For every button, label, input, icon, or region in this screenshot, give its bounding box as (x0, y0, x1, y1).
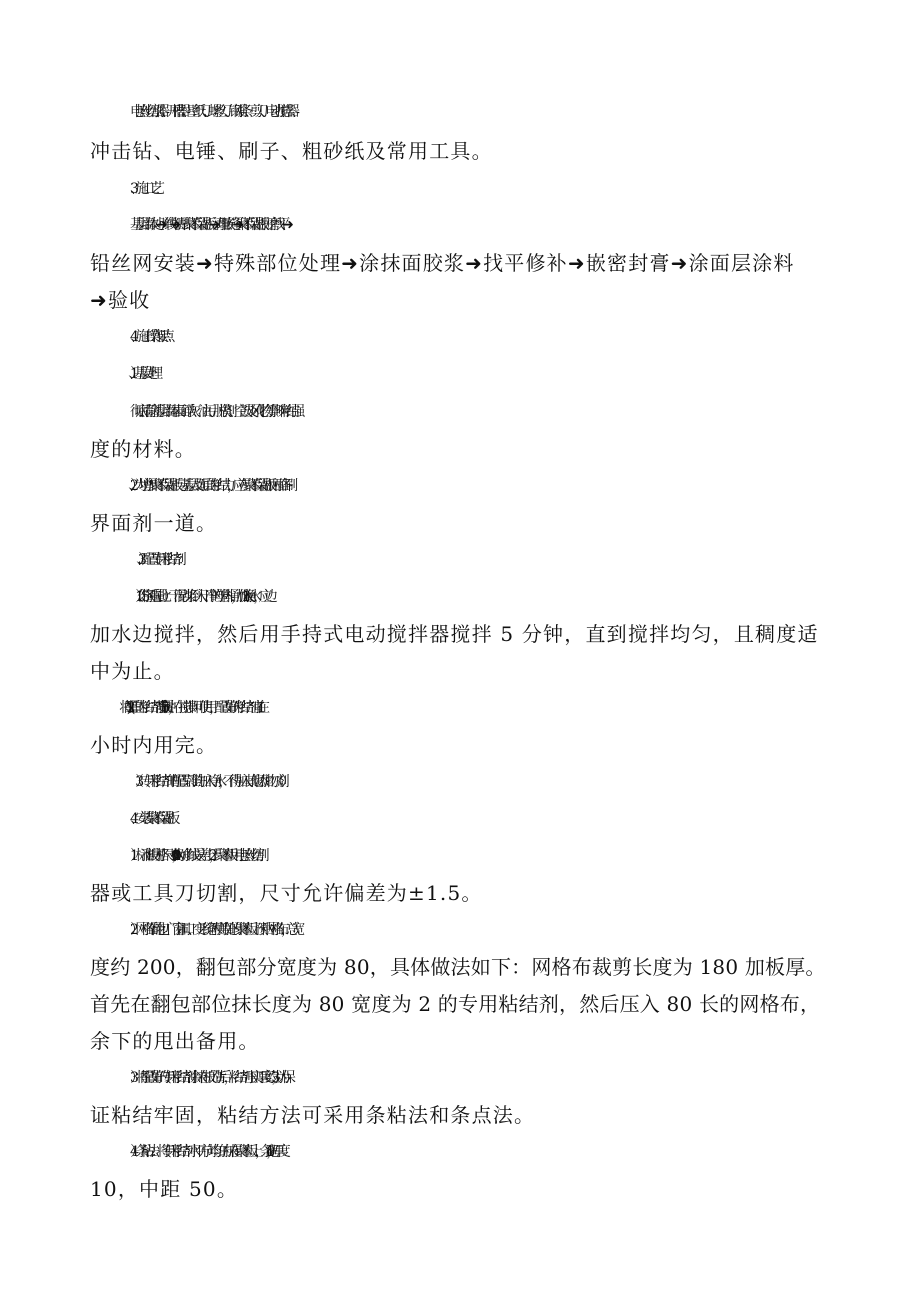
text-line: ➜验收 (90, 288, 151, 312)
text-line: 中为止。 (90, 659, 175, 683)
text-line: 器或工具刀切割，尺寸允许偏差为±1.5。 (90, 881, 483, 905)
text-line: （1）将 5 份（重量比）干混砂浆倒入干净的塑料桶，加入 1 份净水，应边 (130, 589, 269, 605)
text-line: 基层墙体处➜弹线➜粘贴聚苯保温板➜清理嵌缝➜聚苯保温板打磨找平➜ (130, 217, 286, 233)
text-line: 首先在翻包部位抹长度为 80 宽度为 2 的专用粘结剂，然后压入 80 长的网格布， (90, 992, 821, 1016)
text-line: 加水边搅拌，然后用手持式电动搅拌器搅拌 5 分钟，直到搅拌均匀，且稠度适 (90, 622, 819, 646)
text-line: 度约 200，翻包部分宽度为 80，具体做法如下：网格布裁剪长度为 180 加板厚。 (90, 955, 826, 979)
text-line: 4）条粘法：将专用粘结剂水平方向均匀的抹在聚苯板上，条宽 10，厚度 (130, 1144, 282, 1160)
text-line: 小时内用完。 (90, 733, 218, 757)
text-line: 彻底清除基层墙体表面浮灰、油污、脱模剂、空鼓及风化物等影响粘结强 (130, 404, 297, 420)
section-heading: 3、施工工艺 (130, 181, 157, 197)
subsection-heading: 1）、基层处理 (130, 366, 155, 382)
text-line: 10，中距 50。 (90, 1177, 239, 1201)
text-line: 铅丝网安装➜特殊部位处理➜涂抹面胶浆➜找平修补➜嵌密封膏➜涂面层涂料 (90, 251, 795, 275)
section-heading: 4、安装聚苯保温板 (130, 811, 172, 827)
text-line: (2) 将配置的粘结剂静置 5 分钟，在搅拌即可使用，配置好的粘结剂宜在 1 (130, 700, 258, 716)
text-line: 2）、为增加聚苯保温板与基层及面层的粘结力，应在聚苯保温板两面各刷 (130, 478, 290, 494)
text-line: 证粘结牢固，粘结方法可采用条粘法和条点法。 (90, 1103, 536, 1127)
text-line: 余下的甩出备用。 (90, 1029, 260, 1053)
text-line: 界面剂一道。 (90, 511, 218, 535)
text-line: （3）专用粘结剂的配置只准许加入净水，不得加入其他添加物（剂）。 (130, 774, 285, 790)
text-line: 2）网格布翻包：门窗洞口、变形缝两侧等处的聚苯板上预粘网格布，总宽 (130, 922, 297, 938)
subsection-heading: 3）、配置专用粘结剂： (138, 552, 184, 568)
section-heading: 4、施工操作要点： (130, 329, 172, 345)
text-line: 电热丝切割器、开槽器、壁纸刀、螺丝刀、钢锯条、剪刀、电动搅拌器、 (130, 104, 297, 120)
text-line: 度的材料。 (90, 437, 196, 461)
text-line: 冲击钻、电锤、刷子、粗砂纸及常用工具。 (90, 139, 493, 163)
text-line: 1）标准板规格尺寸为 1200*600，对角线误差小于 2，聚苯板用电热丝切割 (130, 848, 261, 864)
text-line: 3）将配置好的专用粘结剂涂抹在板的背后，粘结剂压实厚度约为 3，为保 (130, 1070, 288, 1086)
